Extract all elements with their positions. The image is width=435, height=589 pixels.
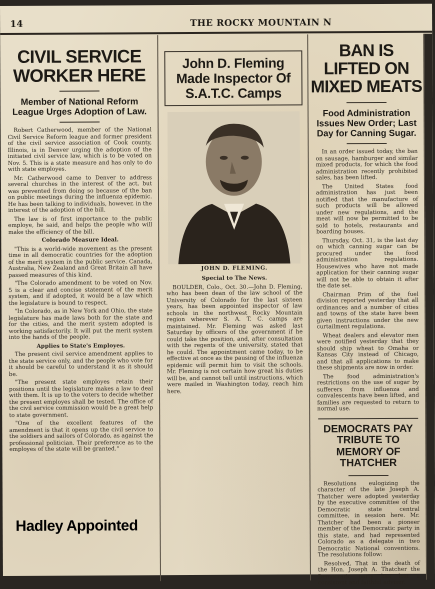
masthead: [0, 18, 432, 32]
article-subhead: Member of National Reform League Urges Adoption of Law.: [12, 96, 147, 117]
headline-rule: [347, 143, 387, 144]
paragraph: "This is a world-wide movement as the present time in all democratic countries for the adoption of the merit system in the public service. Canada, Australia, New Zealand and Great Britain all have passed measures of this kind.: [8, 245, 153, 279]
paragraph: The food administration's restrictions on the use of sugar by sufferers from influenza and convalescents have been lifted, and families are requested to return to normal use.: [316, 373, 420, 413]
headline-rule: [59, 90, 99, 91]
portrait-photo: [168, 111, 301, 264]
paragraph: Mr. Catherwood came to Denver to address several churches in the interest of the act, but was prevented from doing so because of the ban on public meetings during the influenza epidemic. He has been talking to individuals, however, in the interest of the adoption of the bill.: [7, 174, 153, 214]
paragraph: The present civil service amendment applies to the state service only, and the people who vote for it should be careful to understand it as it should be.: [8, 351, 153, 378]
section-subhead: Applies to State's Employes.: [36, 342, 125, 350]
article-headline: John D. Fleming Made Inspector Of S.A.T.C. Camps: [176, 55, 291, 102]
article-body-thatcher: [317, 480, 420, 587]
paragraph: "The Colorado amendment to be voted on Nov. 5 is a clear and concise statement of the merit system, and if adopted, it would be a law which the legislature is bound to respect.: [8, 280, 153, 307]
newspaper-page: [0, 4, 435, 587]
page-number: 14: [10, 19, 24, 30]
paragraph: The law is of first importance to the public employe, he said, and helps the people who will make the efficiency of the bill.: [8, 215, 153, 236]
paragraph: The United States food administration has just been notified that the manufacture of such products will be allowed under new regulations, and the meat will now be permitted to be sold to hotels, restaurants and boarding houses.: [315, 183, 419, 236]
article-body: [8, 127, 154, 453]
article-rule: [318, 417, 418, 419]
article-subhead: Food Administration Issues New Order; Last Day for Canning Sugar.: [316, 107, 417, 139]
paragraph: BOULDER, Colo., Oct. 30.—John D. Fleming, who has been dean of the law school of the University of Colorado for the last sixteen years, has been appointed inspector of law schools in the northwest Rocky Mountain region wherever S. A. T. C. camps are maintained. Mr. Fleming was asked last Saturday by officers of the government if he could take the position, and, after consultation with the regents of the university, stated that he could. The appointment came today, to be effective at once as the pausing of the influenza epidemic will permit him to visit the schools. Mr. Fleming is not certain how great his duties will be, and cannot tell until instructions, which were mailed in Washington today, reach him here.: [166, 283, 304, 395]
paragraph: "One of the excellent features of the amendment is that it opens up the civil service to the soldiers and sailors of Colorado, as against the professional politician. Their preference as to the employes of the state will be granted.": [9, 420, 154, 453]
article-headline: CIVIL SERVICE WORKER HERE: [13, 46, 146, 86]
paragraph: Chairman Prim of the fuel division reported yesterday that all ordinances and a number of cities and towns of the state have been given instructions under the new curtailment regulations.: [316, 291, 419, 331]
article-headline-hadley: Hadley Appointed: [15, 517, 138, 535]
dateline: Special to The News.: [201, 275, 268, 282]
paragraph: Wheat dealers and elevator men were notified yesterday that they should ship wheat to Omaha or Kansas City instead of Chicago, and that all applications to make these shipments are now in order.: [316, 332, 419, 372]
newspaper-name: THE ROCKY MOUNTAIN N: [190, 18, 332, 30]
headline-rule: [348, 474, 388, 475]
article-civil-service: [2, 35, 159, 582]
paragraph: Thursday, Oct. 31, is the last day on which canning sugar can be procured under the food administration regulations. Housewives who have not made application for their canning sugar will not be able to obtain it after the date set.: [316, 237, 419, 290]
paragraph: Resolved, That in the death of the Hon. Joseph A. Thatcher the Democratic party has lost a consistent and faithful adviser.: [317, 560, 421, 587]
article-body: [316, 149, 419, 413]
headline-rule: [347, 102, 387, 103]
article-fleming: [160, 34, 309, 581]
page-edge-column: [424, 34, 435, 580]
section-subhead: Colorado Measure Ideal.: [41, 237, 119, 244]
article-headline: BAN IS LIFTED ON MIXED MEATS: [310, 40, 423, 97]
article-headline-thatcher: DEMOCRATS PAY TRIBUTE TO MEMORY OF THATCHER: [323, 422, 414, 470]
paragraph: Robert Catherwood, member of the National Civil Service Reform league and former president of the civil service association of Cook county, Illinois, is in Denver urging the adoption of the initiated civil service law, which is to be voted on Nov. 5. This is a state measure and has only to do with state employes.: [7, 127, 152, 173]
paragraph: "The present state employes retain their positions until the legislature makes a law to deal with them. It is up to the voters to decide whether the present employes shall be tested. The office of the civil service commission would be a great help to state government.: [8, 379, 154, 419]
headline-box: [164, 50, 302, 106]
paragraph: Resolutions eulogizing the character of the late Joseph A. Thatcher were adopted yesterday by the executive committee of the Democratic state central committee, in session here. Mr. Thatcher had been a pioneer member of the Democratic party in this state, and had represented Colorado as a delegate in two Democratic National conventions. The resolutions follow:: [317, 480, 420, 559]
paragraph: "In Colorado, as in New York and Ohio, the state legislature has made laws both for the state and for the cities, and the merit system adopted is working satisfactorily. It will put the merit system into the hands of the people.: [8, 308, 153, 341]
photo-caption: JOHN D. FLEMING.: [201, 265, 268, 272]
headline-rule: [60, 121, 100, 122]
paragraph: In an order issued today, the ban on sausage, hamburger and similar mixed products, for which the food administration recently prohibited sales, has been lifted.: [315, 148, 418, 182]
article-meat-ban: [310, 34, 425, 587]
article-body: [166, 275, 303, 395]
